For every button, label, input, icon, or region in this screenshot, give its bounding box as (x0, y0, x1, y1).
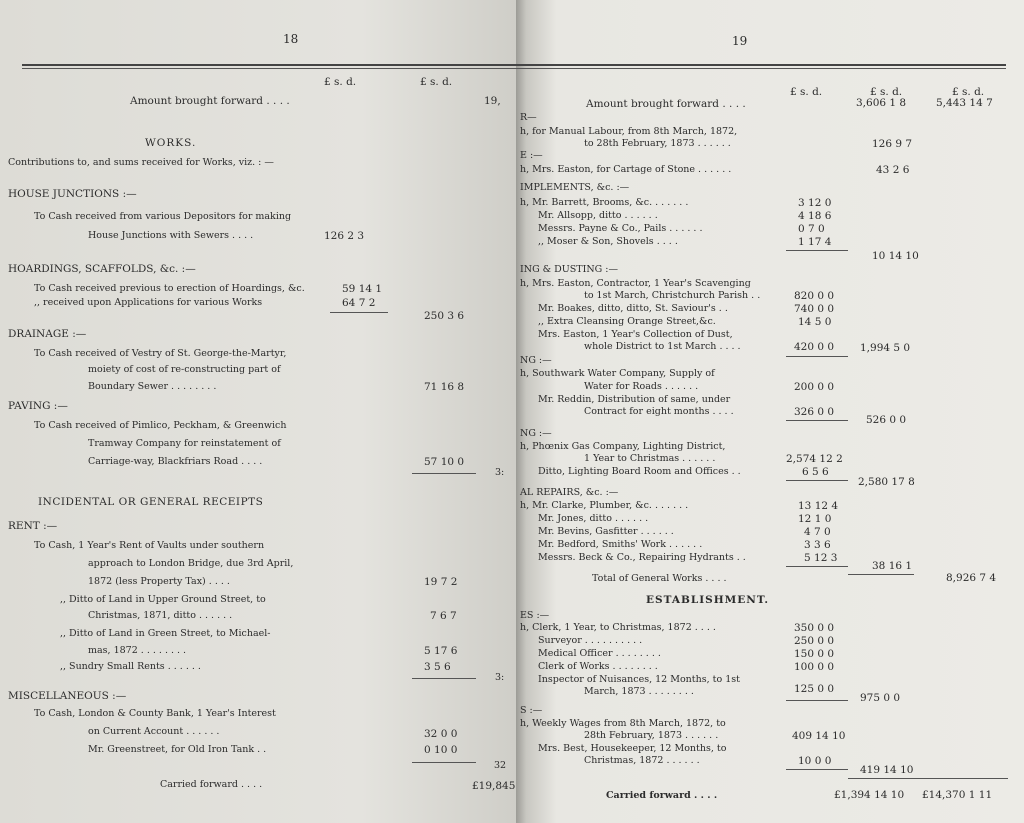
text-line: ,, Moser & Son, Shovels . . . . (538, 236, 678, 247)
header-rule (22, 64, 516, 66)
text-line: h, for Manual Labour, from 8th March, 1872, (520, 126, 738, 137)
text-line: To Cash received of Vestry of St. George-the-Martyr, (34, 348, 287, 359)
text-line: Christmas, 1872 . . . . . . (584, 755, 700, 766)
text-line: whole District to 1st March . . . . (584, 341, 741, 352)
amount: 150 0 0 (794, 648, 835, 660)
text-line: Ditto, Lighting Board Room and Offices . . (538, 466, 741, 477)
text-line: moiety of cost of re-constructing part of (88, 364, 281, 375)
amount: 526 0 0 (866, 414, 907, 426)
amount: 409 14 10 (792, 730, 846, 742)
text-line: Tramway Company for reinstatement of (88, 438, 281, 449)
amount: 59 14 1 (342, 283, 383, 295)
amount: 326 0 0 (794, 406, 835, 418)
total-label: Total of General Works . . . . (592, 573, 727, 584)
carried-forward-label: Carried forward . . . . (160, 779, 263, 790)
text-line: Mr. Allsopp, ditto . . . . . . (538, 210, 658, 221)
section-heading: ESTABLISHMENT. (646, 594, 769, 606)
amount: 71 16 8 (424, 381, 465, 393)
amount: 975 0 0 (860, 692, 901, 704)
amount: 350 0 0 (794, 622, 835, 634)
text-line: Water for Roads . . . . . . (584, 381, 699, 392)
header-rule (516, 64, 1006, 66)
amount: 10 0 0 (798, 755, 832, 767)
text-line: Carriage-way, Blackfriars Road . . . . (88, 456, 263, 467)
total-amount: 8,926 7 4 (946, 572, 997, 584)
carried-forward-value: £14,370 1 11 (922, 789, 993, 801)
amount: 13 12 4 (798, 500, 839, 512)
amount: 0 7 0 (798, 223, 825, 235)
sum-rule (848, 574, 914, 575)
amount: 125 0 0 (794, 683, 835, 695)
amount: 3 3 6 (804, 539, 831, 551)
amount: 6 5 6 (802, 466, 829, 478)
amount: 1,994 5 0 (860, 342, 911, 354)
carried-forward-value: £19,845 (472, 780, 516, 792)
amount: 820 0 0 (794, 290, 835, 302)
sum-rule (786, 420, 848, 421)
text-line: To Cash, 1 Year's Rent of Vaults under southern (34, 540, 265, 551)
text-line: March, 1873 . . . . . . . . (584, 686, 694, 697)
edge-fragment: 32 (494, 760, 507, 771)
text-line: ,, received upon Applications for various Works (34, 297, 263, 308)
section-heading: NG :— (520, 428, 552, 439)
amount: 419 14 10 (860, 764, 914, 776)
amount: 57 10 0 (424, 456, 465, 468)
section-heading: S :— (520, 705, 543, 716)
header-rule (516, 68, 1006, 69)
text-line: h, Mr. Barrett, Brooms, &c. . . . . . . (520, 197, 689, 208)
amount: 2,574 12 2 (786, 453, 843, 465)
section-heading: RENT :— (8, 520, 58, 532)
column-header: £ s. d. (870, 86, 903, 98)
amount: 5 17 6 (424, 645, 458, 657)
text-line: Mrs. Best, Housekeeper, 12 Months, to (538, 743, 727, 754)
sum-rule (786, 356, 848, 357)
text-line: ,, Extra Cleansing Orange Street,&c. (538, 316, 716, 327)
brought-forward-value: 3,606 1 8 (856, 97, 907, 109)
text-line: To Cash received previous to erection of Hoardings, &c. (34, 283, 305, 294)
section-heading: IMPLEMENTS, &c. :— (520, 182, 630, 193)
sum-rule (786, 566, 848, 567)
amount: 12 1 0 (798, 513, 832, 525)
amount: 250 3 6 (424, 310, 465, 322)
amount: 3 5 6 (424, 661, 451, 673)
text-line: h, Weekly Wages from 8th March, 1872, to (520, 718, 726, 729)
section-heading: INCIDENTAL OR GENERAL RECEIPTS (38, 496, 264, 508)
amount: 250 0 0 (794, 635, 835, 647)
amount: 64 7 2 (342, 297, 376, 309)
text-line: Mr. Bedford, Smiths' Work . . . . . . (538, 539, 703, 550)
amount: 4 18 6 (798, 210, 832, 222)
amount: 5 12 3 (804, 552, 838, 564)
text-line: ,, Ditto of Land in Upper Ground Street, to (60, 594, 266, 605)
amount: 1 17 4 (798, 236, 832, 248)
text-line: Messrs. Beck & Co., Repairing Hydrants . . (538, 552, 746, 563)
text-line: Clerk of Works . . . . . . . . (538, 661, 658, 672)
sum-rule (412, 473, 476, 474)
text-line: House Junctions with Sewers . . . . (88, 230, 254, 241)
text-line: h, Southwark Water Company, Supply of (520, 368, 715, 379)
amount: 740 0 0 (794, 303, 835, 315)
carried-forward-label: Carried forward . . . . (606, 790, 718, 801)
sum-rule (786, 769, 848, 770)
text-line: Contract for eight months . . . . (584, 406, 734, 417)
text-line: h, Mrs. Easton, for Cartage of Stone . . . . . . (520, 164, 732, 175)
sum-rule (412, 762, 476, 763)
page-number: 19 (732, 34, 748, 48)
text-line: Mr. Boakes, ditto, ditto, St. Saviour's . . (538, 303, 728, 314)
text-line: approach to London Bridge, due 3rd April, (88, 558, 294, 569)
text-line: Contributions to, and sums received for Works, viz. : — (8, 157, 274, 168)
section-heading: PAVING :— (8, 400, 68, 412)
text-line: Messrs. Payne & Co., Pails . . . . . . (538, 223, 703, 234)
amount: 3 12 0 (798, 197, 832, 209)
text-line: Mr. Jones, ditto . . . . . . (538, 513, 649, 524)
amount: 7 6 7 (430, 610, 457, 622)
sum-rule (786, 480, 848, 481)
section-heading: ES :— (520, 610, 550, 621)
text-line: Surveyor . . . . . . . . . . (538, 635, 643, 646)
section-heading: HOUSE JUNCTIONS :— (8, 188, 137, 200)
text-line: To Cash received from various Depositors for making (34, 211, 292, 222)
text-line: ,, Sundry Small Rents . . . . . . (60, 661, 201, 672)
text-line: Mr. Greenstreet, for Old Iron Tank . . (88, 744, 267, 755)
amount: 0 10 0 (424, 744, 458, 756)
amount: 19 7 2 (424, 576, 458, 588)
column-header: £ s. d. (952, 86, 985, 98)
edge-fragment: 3: (495, 467, 505, 478)
sum-rule (412, 678, 476, 679)
text-line: Christmas, 1871, ditto . . . . . . (88, 610, 233, 621)
amount: 100 0 0 (794, 661, 835, 673)
text-line: h, Mr. Clarke, Plumber, &c. . . . . . . (520, 500, 689, 511)
page-number: 18 (283, 32, 299, 46)
column-header: £ s. d. (420, 76, 453, 88)
amount: 10 14 10 (872, 250, 919, 262)
amount: 14 5 0 (798, 316, 832, 328)
text-line: To Cash, London & County Bank, 1 Year's Interest (34, 708, 276, 719)
amount: 43 2 6 (876, 164, 910, 176)
text-line: h, Mrs. Easton, Contractor, 1 Year's Scavenging (520, 278, 751, 289)
text-line: h, Phœnix Gas Company, Lighting District, (520, 441, 726, 452)
text-line: mas, 1872 . . . . . . . . (88, 645, 187, 656)
amount: 200 0 0 (794, 381, 835, 393)
text-line: Inspector of Nuisances, 12 Months, to 1st (538, 674, 740, 685)
text-line: to 28th February, 1873 . . . . . . (584, 138, 731, 149)
amount: 420 0 0 (794, 341, 835, 353)
section-heading: R— (520, 112, 537, 123)
sum-rule (786, 700, 848, 701)
amount: 126 9 7 (872, 138, 913, 150)
brought-forward-label: Amount brought forward . . . . (586, 98, 746, 110)
text-line: 1 Year to Christmas . . . . . . (584, 453, 716, 464)
section-heading: DRAINAGE :— (8, 328, 87, 340)
section-heading: ING & DUSTING :— (520, 264, 618, 275)
text-line: 28th February, 1873 . . . . . . (584, 730, 719, 741)
amount: 32 0 0 (424, 728, 458, 740)
section-heading: AL REPAIRS, &c. :— (520, 487, 619, 498)
carried-forward-value: £1,394 14 10 (834, 789, 905, 801)
text-line: To Cash received of Pimlico, Peckham, & Greenwich (34, 420, 287, 431)
header-rule (22, 68, 516, 69)
brought-forward-label: Amount brought forward . . . . (130, 95, 290, 107)
column-header: £ s. d. (790, 86, 823, 98)
text-line: on Current Account . . . . . . (88, 726, 220, 737)
text-line: Mr. Bevins, Gasfitter . . . . . . (538, 526, 674, 537)
text-line: Boundary Sewer . . . . . . . . (88, 381, 217, 392)
edge-fragment: 3: (495, 672, 505, 683)
amount: 38 16 1 (872, 560, 913, 572)
text-line: h, Clerk, 1 Year, to Christmas, 1872 . . . . (520, 622, 716, 633)
brought-forward-value: 5,443 14 7 (936, 97, 993, 109)
text-line: ,, Ditto of Land in Green Street, to Michael- (60, 628, 271, 639)
amount: 126 2 3 (324, 230, 365, 242)
sum-rule (848, 778, 1008, 779)
text-line: Mrs. Easton, 1 Year's Collection of Dust, (538, 329, 733, 340)
section-heading: MISCELLANEOUS :— (8, 690, 127, 702)
text-line: Medical Officer . . . . . . . . (538, 648, 661, 659)
brought-forward-value: 19, (484, 95, 501, 107)
text-line: 1872 (less Property Tax) . . . . (88, 576, 230, 587)
section-heading: HOARDINGS, SCAFFOLDS, &c. :— (8, 263, 196, 275)
amount: 2,580 17 8 (858, 476, 915, 488)
sum-rule (330, 312, 388, 313)
section-heading: E :— (520, 150, 543, 161)
text-line: Mr. Reddin, Distribution of same, under (538, 394, 731, 405)
column-header: £ s. d. (324, 76, 357, 88)
right-page (516, 0, 1024, 823)
section-heading: NG :— (520, 355, 552, 366)
sum-rule (786, 250, 848, 251)
section-heading: WORKS. (145, 137, 197, 149)
text-line: to 1st March, Christchurch Parish . . (584, 290, 761, 301)
amount: 4 7 0 (804, 526, 831, 538)
